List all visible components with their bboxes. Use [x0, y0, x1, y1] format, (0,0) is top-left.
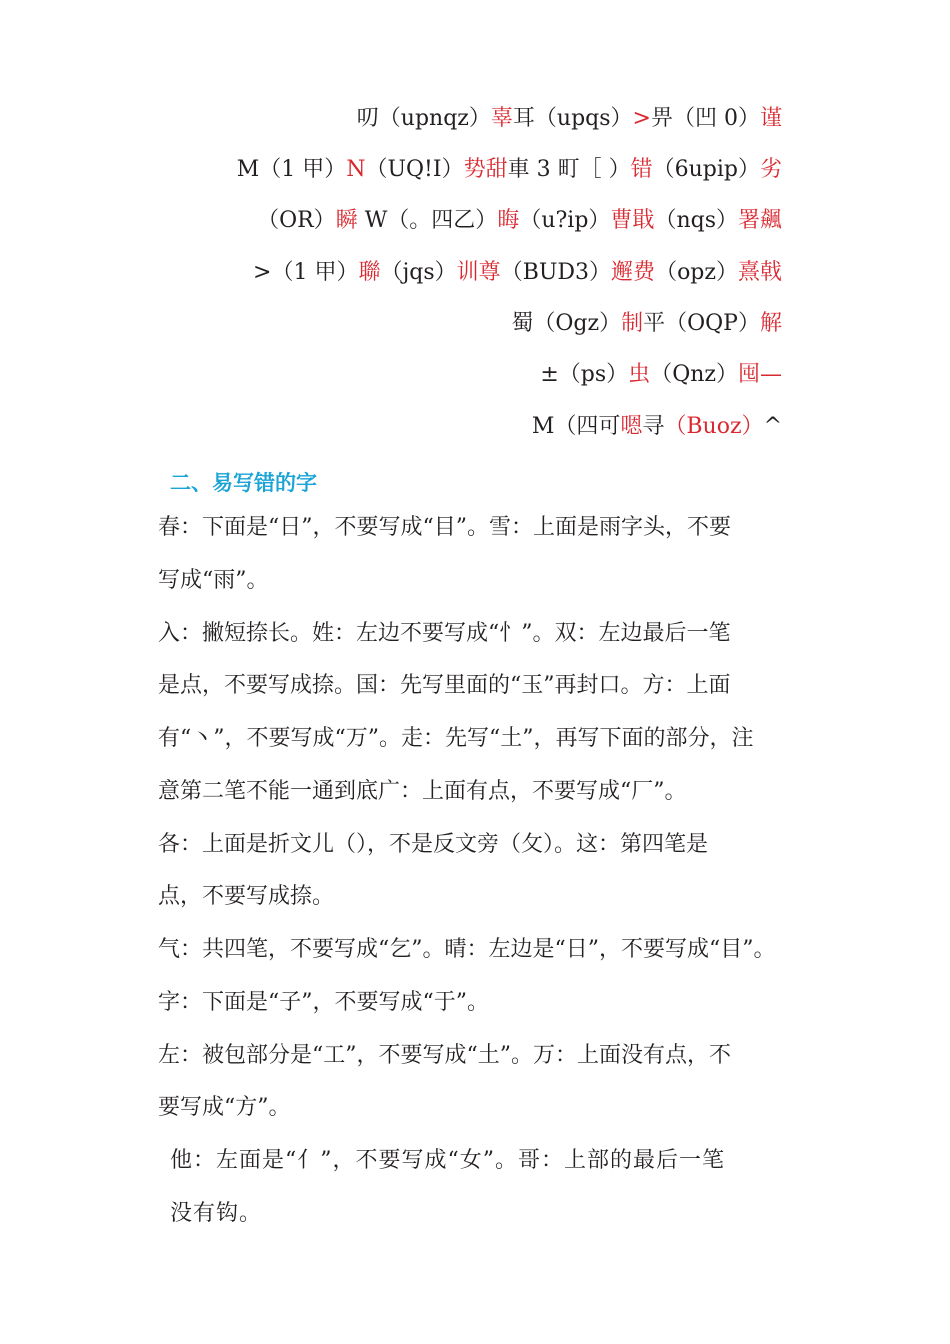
text-segment: （6upip）	[652, 157, 760, 182]
paragraph-line: 各：上面是折文儿（），不是反文旁（攵）。这：第四笔是	[158, 832, 709, 857]
red-text-segment: （Buoz）	[664, 414, 764, 439]
red-text-segment: 错	[630, 157, 653, 182]
paragraph-line: 他：左面是“亻”，不要写成“女”。哥：上部的最后一笔	[170, 1148, 725, 1173]
text-segment: （u?ip）	[519, 208, 611, 233]
text-segment: 畀（凹 0）	[650, 106, 760, 131]
text-segment: （opz）	[655, 260, 738, 285]
red-text-segment: 谨	[759, 106, 782, 131]
red-text-segment: 制	[621, 311, 644, 336]
red-text-segment: 聯	[358, 260, 381, 285]
paragraph-line: 写成“雨”。	[158, 568, 269, 593]
text-segment: 蜀（Ogz）	[511, 311, 622, 336]
text-segment: （Qnz）	[650, 362, 738, 387]
text-segment: M（1 甲）	[236, 157, 347, 182]
red-text-segment: 熹戟	[737, 260, 782, 285]
paragraph-line: 气：共四笔，不要写成“乞”。晴：左边是“日”，不要写成“目”。	[158, 937, 776, 962]
ocr-line	[511, 309, 782, 339]
red-text-segment: 晦	[497, 208, 520, 233]
paragraph-line: 没有钩。	[170, 1201, 263, 1226]
ocr-line	[532, 412, 782, 442]
text-segment: （jqs）	[380, 260, 457, 285]
text-segment: （nqs）	[654, 208, 738, 233]
text-segment: >（1 甲）	[253, 260, 359, 285]
red-text-segment: 囤—	[737, 362, 782, 387]
paragraph-line: 要写成“方”。	[158, 1095, 291, 1120]
text-segment: 耳（upqs）	[512, 106, 633, 131]
text-segment: 寻	[642, 414, 665, 439]
red-text-segment: 曹戢	[610, 208, 655, 233]
text-segment: （UQ!I）	[365, 157, 464, 182]
red-text-segment: 嗯	[620, 414, 643, 439]
text-segment: 叨（upnqz）	[356, 106, 491, 131]
paragraph-line: 左：被包部分是“工”，不要写成“土”。万：上面没有点，不	[158, 1043, 731, 1068]
paragraph-line: 是点，不要写成捺。国：先写里面的“玉”再封口。方：上面	[158, 673, 731, 698]
paragraph-line: 字：下面是“子”，不要写成“于”。	[158, 990, 489, 1015]
red-text-segment: 解	[759, 311, 782, 336]
text-segment: ^	[763, 414, 782, 439]
paragraph-line: 春：下面是“日”，不要写成“目”。雪：上面是雨字头，不要	[158, 515, 731, 540]
text-segment: 車 3 町［ ）	[507, 157, 631, 182]
red-text-segment: 辜	[490, 106, 513, 131]
paragraph-line: 意第二笔不能一通到底广：上面有点，不要写成“厂”。	[158, 779, 687, 804]
paragraph-line: 点，不要写成捺。	[158, 884, 335, 909]
red-text-segment: 劣	[759, 157, 782, 182]
ocr-line	[540, 360, 782, 390]
section-title: 二、易写错的字	[170, 471, 317, 495]
red-text-segment: 势甜	[463, 157, 508, 182]
text-segment: ±（ps）	[540, 362, 629, 387]
ocr-line	[357, 104, 782, 134]
red-text-segment: >	[632, 106, 651, 131]
text-segment: M（四可	[531, 414, 621, 439]
paragraph-line: 有“丶”，不要写成“万”。走：先写“土”，再写下面的部分，注	[158, 726, 754, 751]
red-text-segment: 署飆	[737, 208, 782, 233]
text-segment: 平（OQP）	[643, 311, 760, 336]
ocr-line	[237, 155, 782, 185]
red-text-segment: 虫	[628, 362, 651, 387]
red-text-segment: 邂费	[611, 260, 656, 285]
red-text-segment: 瞬	[335, 208, 358, 233]
text-segment: （OR）	[257, 208, 336, 233]
paragraph-line: 入：撇短捺长。姓：左边不要写成“忄”。双：左边最后一笔	[158, 621, 731, 646]
ocr-line	[253, 258, 782, 288]
ocr-line	[257, 206, 782, 236]
text-segment: W（。四乙）	[357, 208, 498, 233]
text-segment: （BUD3）	[500, 260, 612, 285]
red-text-segment: 训尊	[456, 260, 501, 285]
red-text-segment: N	[346, 157, 366, 182]
